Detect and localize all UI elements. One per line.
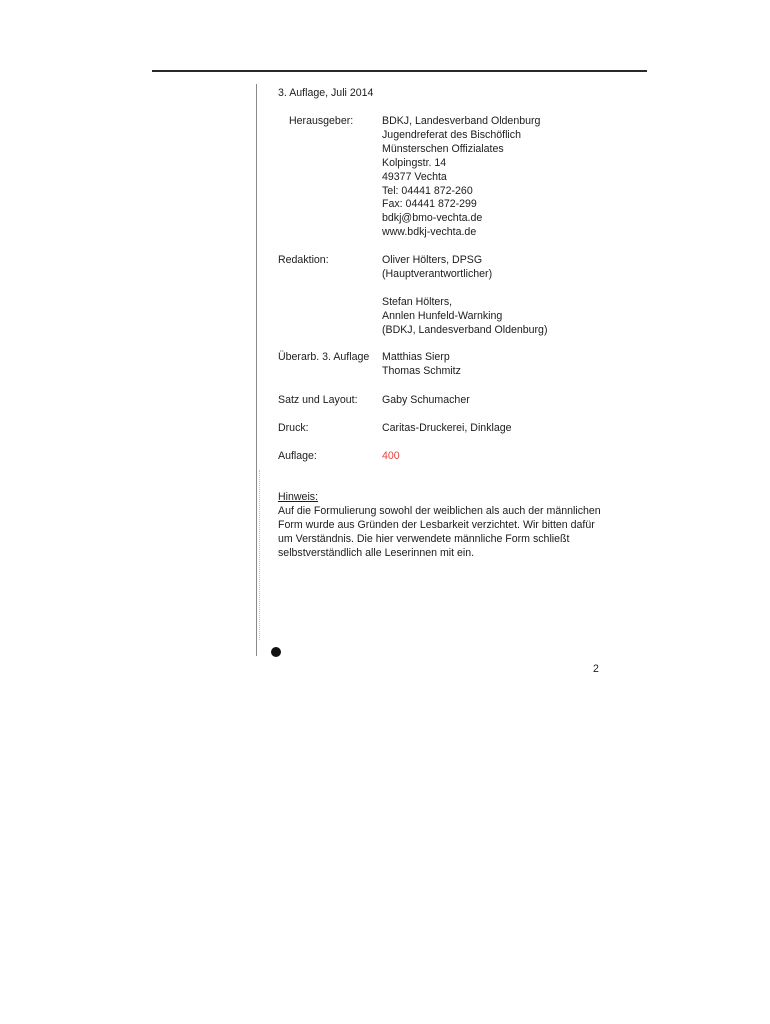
imprint-value: Thomas Schmitz [382,364,461,377]
imprint-value: (Hauptverantwortlicher) [382,267,493,280]
imprint-value: (BDKJ, Landesverband Oldenburg) [382,323,548,336]
imprint-value: Kolpingstr. 14 [382,156,447,169]
imprint-value: Fax: 04441 872-299 [382,198,477,211]
imprint-values [382,450,400,464]
imprint-label: Druck: [278,422,309,434]
imprint-value: Gaby Schumacher [382,394,470,406]
imprint-value: bdkj@bmo-vechta.de [382,212,483,225]
top-rule [152,70,647,72]
imprint-values [382,422,512,436]
note-paragraph [278,505,601,561]
imprint-values [382,115,540,240]
margin-dotted-rule [259,470,260,640]
imprint-value: Oliver Hölters, DPSG [382,254,483,266]
page-number: 2 [593,663,599,675]
imprint-value: Caritas-Druckerei, Dinklage [382,422,512,434]
edition-line: 3. Auflage, Juli 2014 [278,87,374,99]
imprint-value: 49377 Vechta [382,170,447,183]
note-heading: Hinweis: [278,491,319,503]
note-line: Form wurde aus Gründen der Lesbarkeit verzichtet. Wir bitten dafür [278,518,595,531]
spacer [382,282,547,296]
imprint-value: Münsterschen Offizialates [382,142,504,155]
note-line: Auf die Formulierung sowohl der weiblichen als auch der männlichen [278,505,601,517]
imprint-label: Auflage: [278,450,317,462]
margin-rule [256,84,257,656]
imprint-label: Satz und Layout: [278,394,358,406]
imprint-value: Matthias Sierp [382,351,450,363]
print-run-value: 400 [382,450,400,462]
note-line: um Verständnis. Die hier verwendete männliche Form schließt [278,532,570,545]
imprint-value: Jugendreferat des Bischöflich [382,128,521,141]
imprint-label: Redaktion: [278,254,329,266]
imprint-value: Stefan Hölters, [382,295,453,308]
imprint-label: Herausgeber: [289,115,354,127]
imprint-values [382,394,470,408]
imprint-value: Annlen Hunfeld-Warnking [382,309,503,322]
imprint-value: BDKJ, Landesverband Oldenburg [382,115,541,127]
note-line: selbstverständlich alle Leserinnen mit ein. [278,546,475,559]
imprint-values [382,351,461,379]
bullet-dot [271,647,281,657]
imprint-values [382,254,547,337]
imprint-value: www.bdkj-vechta.de [382,226,477,239]
imprint-value: Tel: 04441 872-260 [382,184,473,197]
imprint-label: Überarb. 3. Auflage [278,351,370,363]
